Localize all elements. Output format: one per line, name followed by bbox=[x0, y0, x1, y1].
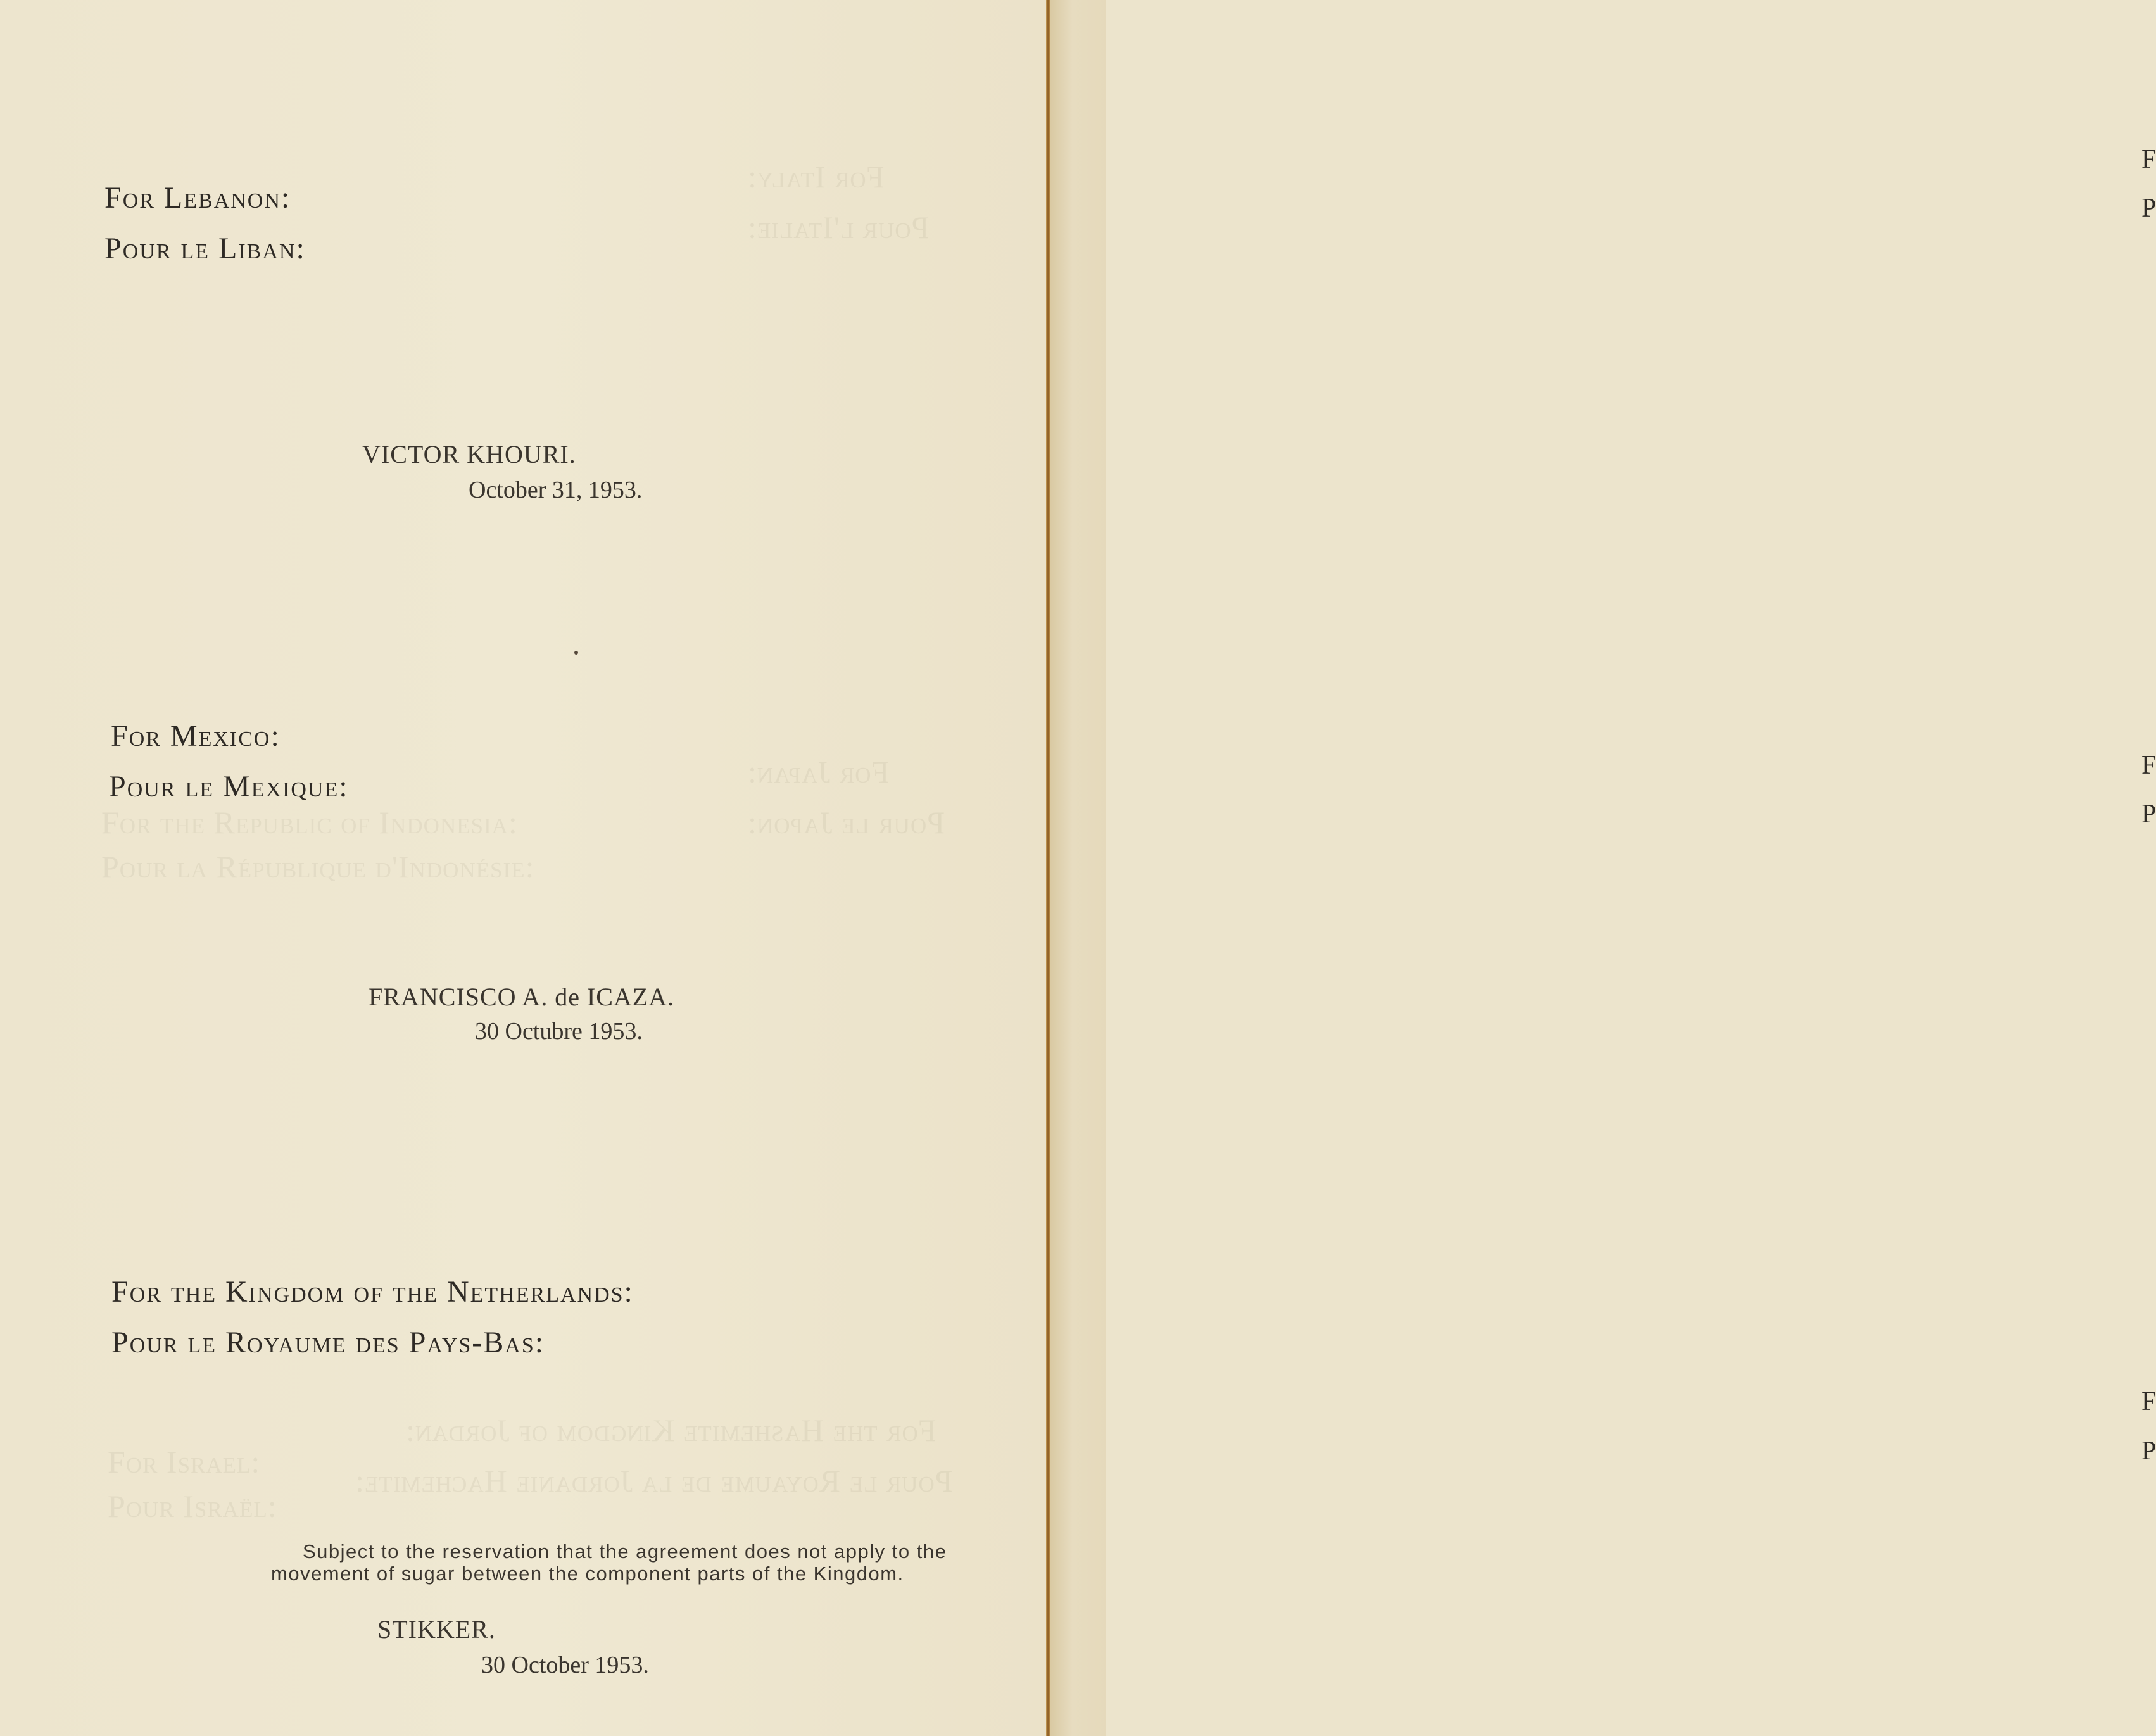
netherlands-signatory: STIKKER. bbox=[377, 1615, 496, 1644]
show-through-text: Pour la République d'Indonésie: bbox=[101, 849, 535, 884]
show-through-text: For the Hashemite Kingdom of Jordan: bbox=[405, 1412, 936, 1448]
reservation-note-line-1: Subject to the reservation that the agreement does not apply to the bbox=[303, 1540, 947, 1563]
facing-page-letter: P bbox=[2141, 800, 2156, 829]
netherlands-signature-date: 30 October 1953. bbox=[481, 1652, 649, 1678]
mexico-heading-en: For Mexico: bbox=[111, 719, 281, 753]
netherlands-heading-en: For the Kingdom of the Netherlands: bbox=[111, 1275, 634, 1309]
facing-page-letter: P bbox=[2141, 1437, 2156, 1466]
netherlands-heading-fr: Pour le Royaume des Pays-Bas: bbox=[111, 1326, 545, 1359]
show-through-text: Pour le Japon: bbox=[747, 805, 945, 840]
ink-speck bbox=[574, 651, 578, 655]
mexico-heading-fr: Pour le Mexique: bbox=[109, 770, 349, 803]
show-through-text: For Japan: bbox=[747, 754, 890, 789]
mexico-signatory: FRANCISCO A. de ICAZA. bbox=[369, 983, 675, 1011]
facing-page-letter: F bbox=[2141, 145, 2156, 174]
mexico-signature-date: 30 Octubre 1953. bbox=[475, 1018, 643, 1045]
show-through-text: Pour l'Italie: bbox=[747, 210, 930, 245]
document-page bbox=[0, 0, 1050, 1736]
show-through-text: Pour Israël: bbox=[108, 1488, 277, 1524]
lebanon-heading-fr: Pour le Liban: bbox=[104, 232, 306, 265]
show-through-text: For Israel: bbox=[108, 1444, 261, 1480]
show-through-text: Pour le Royaume de la Jordanie Hachemite: bbox=[355, 1463, 953, 1499]
lebanon-signatory: VICTOR KHOURI. bbox=[362, 440, 576, 469]
lebanon-heading-en: For Lebanon: bbox=[104, 181, 291, 215]
show-through-text: For Italy: bbox=[747, 159, 885, 194]
facing-page-edge bbox=[1050, 0, 2156, 1736]
facing-page-letter: P bbox=[2141, 194, 2156, 223]
reservation-note-line-2: movement of sugar between the component parts of the Kingdom. bbox=[271, 1563, 904, 1585]
show-through-text: For the Republic of Indonesia: bbox=[101, 805, 518, 840]
lebanon-signature-date: October 31, 1953. bbox=[469, 477, 643, 503]
facing-page-letter: F bbox=[2141, 1387, 2156, 1416]
facing-page-letter: F bbox=[2141, 751, 2156, 780]
